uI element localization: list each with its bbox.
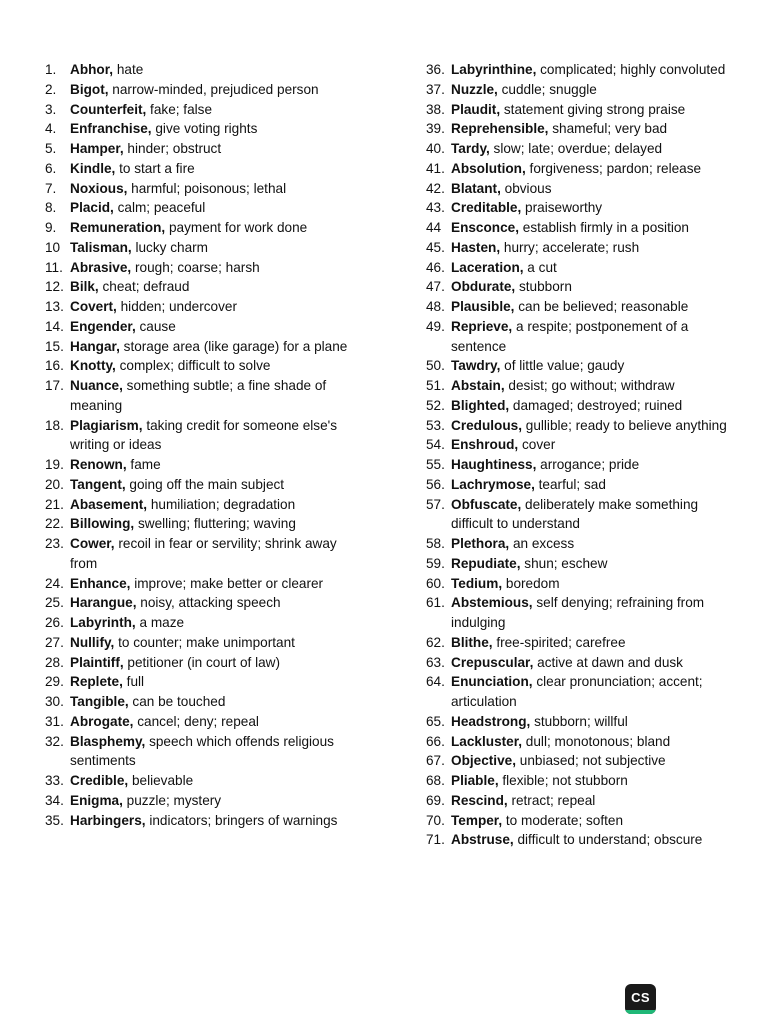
- vocab-entry: [45, 356, 360, 376]
- vocab-entry: [426, 238, 738, 258]
- entry-definition: a maze: [135, 615, 185, 630]
- vocab-entry: [45, 475, 360, 495]
- entry-number: 36.: [426, 62, 445, 77]
- entry-number: 70.: [426, 812, 445, 828]
- entry-definition: harmful; poisonous; lethal: [127, 180, 287, 196]
- vocab-entry: [45, 732, 360, 772]
- entry-number: 55.: [426, 457, 445, 472]
- entry-definition: gullible; ready to believe anything: [522, 417, 727, 433]
- vocab-entry: [45, 297, 360, 317]
- vocab-entry: [45, 139, 360, 159]
- entry-definition: hinder; obstruct: [123, 141, 222, 156]
- entry-number: 38.: [426, 101, 445, 117]
- entry-number: 20.: [45, 476, 64, 492]
- entry-number: 42.: [426, 180, 445, 196]
- entry-word: Tangible,: [70, 694, 129, 709]
- entry-number: 66.: [426, 733, 445, 749]
- vocab-entry: [45, 791, 360, 811]
- entry-definition: deliberately make something difficult to understand: [451, 496, 699, 532]
- entry-number: 3.: [45, 101, 57, 117]
- entry-word: Enshroud,: [451, 437, 519, 453]
- entry-number: 63.: [426, 654, 445, 670]
- entry-word: Harangue,: [70, 595, 137, 611]
- entry-definition: shun; eschew: [520, 555, 608, 571]
- vocab-entry: [45, 811, 360, 831]
- vocab-entry: [45, 534, 360, 574]
- entry-definition: swelling; fluttering; waving: [134, 516, 296, 532]
- entry-definition: give voting rights: [151, 121, 258, 137]
- entry-definition: puzzle; mystery: [122, 792, 222, 808]
- entry-definition: arrogance; pride: [536, 457, 640, 472]
- vocab-entry: [426, 534, 738, 554]
- entry-word: Talisman,: [70, 239, 132, 255]
- entry-word: Rescind,: [451, 792, 508, 808]
- entry-definition: self denying; refraining from indulging: [451, 595, 705, 630]
- entry-definition: flexible; not stubborn: [498, 773, 628, 788]
- entry-word: Nullify,: [70, 634, 115, 650]
- vocab-entry: [45, 159, 360, 179]
- entry-definition: tearful; sad: [534, 476, 606, 492]
- entry-definition: obvious: [500, 180, 552, 196]
- vocab-entry: [45, 574, 360, 594]
- vocab-entry: [426, 297, 738, 317]
- entry-definition: petitioner (in court of law): [123, 654, 281, 670]
- entry-number: 68.: [426, 773, 445, 788]
- entry-number: 62.: [426, 634, 445, 650]
- entry-number: 43.: [426, 200, 445, 216]
- vocab-entry: [45, 514, 360, 534]
- entry-word: Credulous,: [451, 417, 522, 433]
- entry-word: Noxious,: [70, 180, 128, 196]
- entry-definition: slow; late; overdue; delayed: [489, 141, 663, 156]
- vocab-entry: [45, 593, 360, 613]
- entry-word: Hamper,: [70, 141, 124, 156]
- entry-word: Plethora,: [451, 536, 510, 551]
- entry-number: 47.: [426, 279, 445, 295]
- vocab-entry: [426, 277, 738, 297]
- entry-definition: going off the main subject: [125, 476, 285, 492]
- entry-number: 15.: [45, 338, 64, 354]
- entry-number: 5.: [45, 141, 57, 156]
- entry-word: Haughtiness,: [451, 457, 537, 472]
- entry-definition: hate: [113, 62, 144, 77]
- entry-definition: cover: [518, 437, 556, 453]
- entry-word: Cower,: [70, 536, 115, 551]
- entry-definition: a cut: [523, 259, 557, 275]
- vocab-list-left: [45, 60, 360, 830]
- vocab-entry: [426, 593, 738, 633]
- entry-word: Harbingers,: [70, 812, 146, 828]
- entry-number: 53.: [426, 417, 445, 433]
- logo-text: CS: [631, 990, 650, 1005]
- entry-definition: to counter; make unimportant: [114, 634, 295, 650]
- vocab-entry: [45, 337, 360, 357]
- vocab-entry: [426, 100, 738, 120]
- vocab-entry: [45, 613, 360, 633]
- entry-word: Remuneration,: [70, 220, 166, 235]
- vocab-entry: [45, 692, 360, 712]
- entry-definition: something subtle; a fine shade of meaning: [70, 378, 327, 413]
- entry-word: Obfuscate,: [451, 496, 522, 512]
- vocab-entry: [426, 475, 738, 495]
- entry-word: Hasten,: [451, 239, 501, 255]
- vocab-entry: [426, 712, 738, 732]
- vocab-entry: [45, 80, 360, 100]
- vocab-entry: [426, 317, 738, 357]
- entry-word: Placid,: [70, 200, 114, 216]
- entry-number: 13.: [45, 299, 64, 314]
- entry-number: 41.: [426, 160, 445, 176]
- entry-word: Blithe,: [451, 634, 493, 650]
- entry-word: Temper,: [451, 812, 503, 828]
- vocab-entry: [426, 771, 738, 791]
- entry-number: 71.: [426, 832, 445, 848]
- entry-word: Absolution,: [451, 160, 526, 176]
- entry-number: 69.: [426, 792, 445, 808]
- entry-definition: fake; false: [146, 101, 213, 117]
- entry-definition: active at dawn and dusk: [533, 654, 683, 670]
- entry-definition: complicated; highly convoluted: [536, 62, 726, 77]
- entry-number: 10: [45, 239, 61, 255]
- entry-word: Abstruse,: [451, 832, 514, 848]
- entry-number: 22.: [45, 516, 64, 532]
- entry-number: 16.: [45, 358, 64, 374]
- vocab-entry: [426, 653, 738, 673]
- entry-number: 27.: [45, 634, 64, 650]
- vocab-entry: [426, 139, 738, 159]
- entry-word: Abstain,: [451, 378, 505, 393]
- entry-definition: full: [122, 674, 145, 690]
- vocab-entry: [45, 633, 360, 653]
- entry-number: 17.: [45, 378, 64, 393]
- entry-definition: to start a fire: [115, 160, 195, 176]
- entry-definition: noisy, attacking speech: [136, 595, 281, 611]
- entry-word: Plaudit,: [451, 101, 501, 117]
- vocab-entry: [426, 455, 738, 475]
- vocab-list-right: [426, 60, 738, 850]
- entry-number: 60.: [426, 575, 445, 591]
- entry-word: Headstrong,: [451, 713, 531, 729]
- entry-number: 11.: [45, 259, 63, 275]
- entry-number: 4.: [45, 121, 57, 137]
- entry-word: Ensconce,: [451, 220, 519, 235]
- entry-definition: can be believed; reasonable: [514, 299, 689, 314]
- entry-number: 33.: [45, 773, 64, 788]
- vocab-entry: [45, 119, 360, 139]
- entry-number: 29.: [45, 674, 64, 690]
- entry-number: 32.: [45, 733, 64, 749]
- entry-definition: dull; monotonous; bland: [522, 733, 671, 749]
- entry-definition: humiliation; degradation: [147, 496, 296, 512]
- entry-number: 9.: [45, 220, 57, 235]
- entry-definition: payment for work done: [165, 220, 308, 235]
- entry-word: Tangent,: [70, 476, 126, 492]
- vocab-entry: [426, 376, 738, 396]
- entry-word: Lackluster,: [451, 733, 523, 749]
- entry-word: Hangar,: [70, 338, 120, 354]
- entry-word: Knotty,: [70, 358, 116, 374]
- entry-word: Engender,: [70, 318, 136, 334]
- entry-number: 52.: [426, 397, 445, 413]
- entry-definition: fame: [126, 457, 161, 472]
- vocab-entry: [426, 495, 738, 535]
- vocab-entry: [45, 771, 360, 791]
- entry-definition: free-spirited; carefree: [492, 634, 626, 650]
- vocab-entry: [426, 80, 738, 100]
- entry-definition: boredom: [502, 575, 560, 591]
- vocab-entry: [426, 574, 738, 594]
- entry-definition: to moderate; soften: [502, 812, 624, 828]
- entry-number: 6.: [45, 160, 57, 176]
- entry-number: 19.: [45, 457, 64, 472]
- entry-word: Enunciation,: [451, 674, 533, 690]
- entry-word: Lachrymose,: [451, 476, 535, 492]
- vocab-entry: [426, 218, 738, 238]
- vocab-entry: [45, 376, 360, 416]
- entry-definition: improve; make better or clearer: [130, 575, 324, 591]
- vocab-entry: [45, 258, 360, 278]
- vocab-entry: [45, 317, 360, 337]
- entry-word: Creditable,: [451, 200, 522, 216]
- entry-definition: an excess: [509, 536, 575, 551]
- entry-word: Abrasive,: [70, 259, 132, 275]
- vocab-entry: [45, 198, 360, 218]
- entry-number: 45.: [426, 239, 445, 255]
- entry-word: Renown,: [70, 457, 127, 472]
- entry-word: Abhor,: [70, 62, 114, 77]
- entry-word: Labyrinth,: [70, 615, 136, 630]
- vocab-entry: [45, 60, 360, 80]
- entry-number: 56.: [426, 476, 445, 492]
- entry-definition: stubborn: [515, 279, 572, 295]
- entry-number: 50.: [426, 358, 445, 374]
- entry-definition: praiseworthy: [521, 200, 603, 216]
- entry-number: 21.: [45, 496, 64, 512]
- entry-definition: storage area (like garage) for a plane: [119, 338, 348, 354]
- vocab-entry: [426, 435, 738, 455]
- vocab-entry: [426, 732, 738, 752]
- entry-word: Tawdry,: [451, 358, 501, 374]
- vocab-entry: [426, 830, 738, 850]
- entry-word: Plagiarism,: [70, 417, 143, 433]
- vocab-entry: [426, 633, 738, 653]
- entry-word: Bigot,: [70, 81, 109, 97]
- vocab-entry: [45, 416, 360, 456]
- entry-definition: hurry; accelerate; rush: [500, 239, 640, 255]
- vocab-entry: [426, 751, 738, 771]
- entry-number: 61.: [426, 595, 445, 611]
- entry-definition: shameful; very bad: [548, 121, 668, 137]
- entry-number: 34.: [45, 792, 64, 808]
- entry-definition: desist; go without; withdraw: [504, 378, 675, 393]
- vocab-entry: [45, 653, 360, 673]
- vocab-entry: [426, 60, 738, 80]
- entry-number: 1.: [45, 62, 57, 77]
- entry-word: Bilk,: [70, 279, 99, 295]
- entry-definition: of little value; gaudy: [500, 358, 625, 374]
- entry-word: Nuance,: [70, 378, 123, 393]
- entry-word: Billowing,: [70, 516, 135, 532]
- entry-word: Replete,: [70, 674, 123, 690]
- entry-definition: damaged; destroyed; ruined: [509, 397, 683, 413]
- entry-number: 54.: [426, 437, 445, 453]
- entry-definition: hidden; undercover: [116, 299, 238, 314]
- entry-number: 26.: [45, 615, 64, 630]
- vocab-entry: [426, 791, 738, 811]
- vocab-entry: [45, 712, 360, 732]
- entry-number: 44: [426, 220, 442, 235]
- entry-definition: forgiveness; pardon; release: [525, 160, 702, 176]
- entry-word: Covert,: [70, 299, 117, 314]
- entry-definition: taking credit for someone else's writing or ideas: [70, 417, 338, 453]
- vocab-entry: [45, 100, 360, 120]
- entry-word: Repudiate,: [451, 555, 521, 571]
- entry-word: Abasement,: [70, 496, 148, 512]
- entry-word: Credible,: [70, 773, 129, 788]
- entry-number: 7.: [45, 180, 57, 196]
- entry-word: Nuzzle,: [451, 81, 498, 97]
- entry-word: Labyrinthine,: [451, 62, 537, 77]
- entry-word: Reprehensible,: [451, 121, 549, 137]
- entry-number: 8.: [45, 200, 57, 216]
- entry-word: Blasphemy,: [70, 733, 146, 749]
- vocab-entry: [426, 672, 738, 712]
- vocab-entry: [45, 495, 360, 515]
- entry-word: Enfranchise,: [70, 121, 152, 137]
- vocab-entry: [426, 356, 738, 376]
- entry-number: 31.: [45, 713, 64, 729]
- entry-definition: statement giving strong praise: [500, 101, 686, 117]
- entry-definition: clear pronunciation; accent; articulation: [451, 674, 703, 709]
- entry-definition: rough; coarse; harsh: [131, 259, 260, 275]
- entry-definition: retract; repeal: [507, 792, 596, 808]
- vocab-entry: [426, 258, 738, 278]
- entry-number: 57.: [426, 496, 445, 512]
- vocab-entry: [45, 218, 360, 238]
- entry-definition: speech which offends religious sentiments: [70, 733, 334, 769]
- entry-number: 67.: [426, 753, 445, 769]
- entry-number: 46.: [426, 259, 445, 275]
- entry-definition: cause: [135, 318, 176, 334]
- entry-number: 23.: [45, 536, 64, 551]
- entry-word: Blighted,: [451, 397, 510, 413]
- vocab-entry: [426, 396, 738, 416]
- entry-word: Enigma,: [70, 792, 123, 808]
- entry-definition: a respite; postponement of a sentence: [451, 318, 689, 354]
- vocab-entry: [426, 179, 738, 199]
- entry-number: 64.: [426, 674, 445, 690]
- entry-word: Counterfeit,: [70, 101, 147, 117]
- entry-number: 18.: [45, 417, 64, 433]
- entry-word: Blatant,: [451, 180, 501, 196]
- entry-number: 39.: [426, 121, 445, 137]
- entry-definition: indicators; bringers of warnings: [145, 812, 338, 828]
- vocab-entry: [45, 672, 360, 692]
- entry-number: 24.: [45, 575, 64, 591]
- entry-definition: cheat; defraud: [98, 279, 190, 295]
- entry-word: Objective,: [451, 753, 516, 769]
- entry-number: 40.: [426, 141, 445, 156]
- entry-definition: can be touched: [128, 694, 226, 709]
- entry-number: 49.: [426, 318, 445, 334]
- entry-word: Abrogate,: [70, 713, 134, 729]
- entry-word: Reprieve,: [451, 318, 513, 334]
- entry-word: Plaintiff,: [70, 654, 124, 670]
- entry-definition: lucky charm: [131, 239, 208, 255]
- entry-word: Tardy,: [451, 141, 490, 156]
- vocab-entry: [426, 159, 738, 179]
- entry-definition: believable: [128, 773, 194, 788]
- entry-word: Kindle,: [70, 160, 116, 176]
- entry-number: 12.: [45, 279, 64, 295]
- entry-number: 2.: [45, 81, 57, 97]
- entry-definition: cuddle; snuggle: [497, 81, 597, 97]
- vocab-entry: [426, 416, 738, 436]
- entry-word: Crepuscular,: [451, 654, 534, 670]
- vocab-entry: [426, 198, 738, 218]
- vocab-entry: [45, 455, 360, 475]
- vocab-entry: [45, 179, 360, 199]
- entry-definition: stubborn; willful: [530, 713, 628, 729]
- entry-definition: complex; difficult to solve: [115, 358, 271, 374]
- vocab-entry: [426, 119, 738, 139]
- entry-word: Pliable,: [451, 773, 499, 788]
- entry-definition: difficult to understand; obscure: [513, 832, 703, 848]
- entry-word: Laceration,: [451, 259, 524, 275]
- entry-definition: establish firmly in a position: [519, 220, 689, 235]
- entry-number: 28.: [45, 654, 64, 670]
- entry-number: 48.: [426, 299, 445, 314]
- entry-number: 25.: [45, 595, 64, 611]
- entry-number: 51.: [426, 378, 445, 393]
- vocab-entry: [45, 238, 360, 258]
- entry-word: Abstemious,: [451, 595, 533, 611]
- camscanner-logo-icon: [625, 984, 656, 1014]
- entry-number: 65.: [426, 713, 445, 729]
- entry-number: 58.: [426, 536, 445, 551]
- entry-definition: calm; peaceful: [113, 200, 206, 216]
- vocab-entry: [426, 554, 738, 574]
- entry-definition: unbiased; not subjective: [515, 753, 666, 769]
- entry-word: Plausible,: [451, 299, 515, 314]
- entry-number: 35.: [45, 812, 64, 828]
- entry-number: 14.: [45, 318, 64, 334]
- entry-number: 59.: [426, 555, 445, 571]
- vocab-entry: [426, 811, 738, 831]
- entry-number: 30.: [45, 694, 64, 709]
- entry-definition: narrow-minded, prejudiced person: [108, 81, 319, 97]
- vocab-entry: [45, 277, 360, 297]
- entry-word: Tedium,: [451, 575, 503, 591]
- entry-definition: recoil in fear or servility; shrink away from: [70, 536, 337, 571]
- entry-word: Obdurate,: [451, 279, 516, 295]
- entry-number: 37.: [426, 81, 445, 97]
- entry-definition: cancel; deny; repeal: [133, 713, 259, 729]
- entry-word: Enhance,: [70, 575, 131, 591]
